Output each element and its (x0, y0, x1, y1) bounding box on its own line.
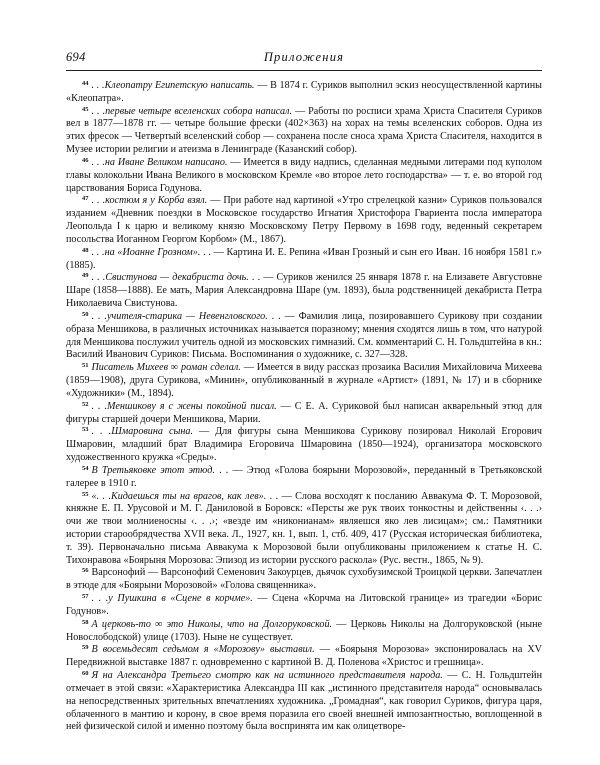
endnote-number: 55 (82, 490, 89, 498)
endnote-text: . . — Суриков женился 25 января 1878 г. на Елизавете Августовне Шаре (1858—1888). Ее мать, Мария Александровна Шаре (ум. 1893), была родственницей декабриста Петра Николаевича Свистунова. (66, 272, 542, 310)
endnote-lemma: В Третьяковке этот этюд. (91, 464, 215, 476)
endnote-number: 60 (82, 670, 89, 678)
endnote (66, 195, 542, 246)
endnote-lemma: В восемьдесят седьмом я «Морозову» выставил. (91, 644, 315, 656)
endnote-text: — Работы по росписи храма Христа Спасителя Суриков вел в 1877—1878 гг. — четыре большие фрески (402×363) на хорах на темы вселенских соборов. Одна из этих фресок — Четвертый вселенский собор — сохранена после сноса храма Христа Спасителя, находится в Музее истории религии и атеизма в Ленинграде (Казанский собор). (66, 105, 542, 156)
endnote (66, 311, 542, 362)
endnote-number: 47 (82, 195, 89, 203)
endnote-number: 49 (82, 272, 89, 280)
endnote-text: — В 1874 г. Суриков выполнил эскиз неосуществленной картины «Клеопатра». (66, 80, 542, 104)
endnote-number: 53 (82, 426, 89, 434)
page-header (66, 50, 542, 66)
endnote-lemma: Я на Александра Третьего смотрю как на истинного представителя народа. (91, 670, 443, 682)
endnote (66, 362, 542, 400)
endnote-text: . . — Этюд «Голова боярыни Морозовой», переданный в Третьяковской галерее в 1910 г. (66, 464, 542, 489)
endnote (66, 401, 542, 427)
endnote (66, 106, 542, 157)
endnote-number: 58 (82, 618, 89, 626)
endnote-text: — Имеется в виду надпись, сделанная медными литерами под куполом главы колокольни Ивана Великого в московском Кремле «во второе лето господарства» — т. е. во второй год царствования Бориса Годунова. (66, 156, 542, 194)
endnote-text: — Для фигуры сына Меншикова Сурикову позировал Николай Егорович Шмаровин, младший брат Владимира Егоровича Шмаровина (1850—1924), организатора московского художественного кружка «Среды». (66, 426, 542, 464)
endnote-lemma: «. . .Кидаешься ты на врагов, как лев». (91, 490, 267, 502)
endnote (66, 465, 542, 491)
endnote-lemma: А церковь-то ∞ это Николы, что на Долгоруковской. (91, 618, 333, 630)
endnote-text: — Сцена «Корчма на Литовской границе» из трагедии «Борис Годунов». (66, 593, 542, 617)
endnote-text: — Имеется в виду рассказ прозаика Василия Михайловича Михеева (1859—1908), друга Сурикова, «Минин», опубликованный в журнале «Артист» (1891, № 17) и в сборнике «Художники» (М., 1894). (66, 362, 542, 399)
endnote (66, 272, 542, 310)
endnote (66, 567, 542, 593)
endnote-lemma: . . .Меншикову я с жены покойной писал. (91, 400, 277, 412)
endnote-lemma: Писатель Михеев ∞ роман сделал. (91, 362, 241, 374)
endnote (66, 426, 542, 464)
header-rule (66, 70, 542, 71)
endnote-number: 48 (82, 246, 89, 254)
endnote (66, 670, 542, 734)
endnote-text: — При работе над картиной «Утро стрелецкой казни» Суриков пользовался изданием «Дневник поездки в Московское государство Игнатия Христофора Гвариента посла императора Леопольда I к царю и великому князю Московскому Петру Первому в 1698 году, веденный секретарем посольства Иоганном Георгом Корбом» (М., 1867). (66, 195, 542, 245)
endnotes (66, 80, 542, 758)
endnote-number: 52 (82, 400, 89, 408)
endnote (66, 157, 542, 195)
endnote (66, 491, 542, 568)
endnote-lemma: . . .на Иване Великом написано. (91, 156, 228, 168)
endnote-number: 51 (82, 362, 89, 370)
endnote-number: 54 (82, 464, 89, 472)
endnote-lemma: . . .учителя-старика — Невенгловского. (91, 310, 268, 322)
endnote-lemma: . . .Свистунова — декабриста дочь. (91, 272, 249, 284)
endnote-text: . . — Картина И. Е. Репина «Иван Грозный и сын его Иван. 16 ноября 1581 г.» (1885). (66, 246, 542, 271)
endnote-text: . . — Фамилия лица, позировавшего Сурикову при создании образа Меншикова, в различных источниках называется поразному; мнения сходятся лишь в том, что натурой для Меншикова послужил учитель одной из московских гимназий. См. комментарий С. Н. Гольдштейна в кн.: Василий Иванович Суриков: Письма. Воспоминания о художнике, с. 327—328. (66, 310, 542, 361)
endnote (66, 619, 542, 645)
endnote-text: — Церковь Николы на Долгоруковской (ныне Новослободской) улице (1703). Ныне не существует. (66, 618, 542, 643)
endnote-text: — С. Н. Гольдштейн отмечает в этой связи: «Характеристика Александра III как „истинного представителя народа“ основывалась на непосредственных зрительных впечатлениях художника. „Громадная“, как говорил Суриков, фигура царя, облаченного в мантию и корону, в свое время поразила его своей внешней импозантностью, воплощенной в ней физической силой и именно поэтому была воспринята им как олицетворе- (66, 670, 542, 733)
endnote-text: — С Е. А. Суриковой был написан акварельный этюд для фигуры старшей дочери Меншикова, Марии. (66, 400, 542, 425)
endnote-lemma: . . .на «Иоанне Грозном». (91, 246, 201, 258)
endnote-number: 57 (82, 593, 89, 601)
endnote-text: — «Боярыня Морозова» экспонировалась на XV Передвижной выставке 1887 г. одновременно с картиной В. Д. Поленова «Христос и грешница». (66, 644, 542, 669)
endnote-text: . . — Слова восходят к посланию Аввакума Ф. Т. Морозовой, княжне Е. П. Урусовой и М. Г. Даниловой в Боровск: «Персты же рук твоих тонкостны и действенны ‹. . .› очи же твои молниеносны ‹. . .›; «везде им «никонианам» являешся яко лев лисицам»; см.: Памятники истории старообрядчества XVII века. Л., 1927, кн. 1, вып. 1, стб. 409, 417 (Русская историческая библиотека, т. 39). Первоначально письма Аввакума к Морозовой были опубликованы приложением к статье Н. С. Тихонравова «Боярыня Морозова: Эпизод из истории русского раскола» (Рус. вестн., 1865, № 9). (66, 490, 542, 566)
endnote-lemma: . . .Клеопатру Египетскую написать. (91, 80, 255, 91)
endnote-lemma: . . .у Пушкина в «Сцене в корчме». (91, 593, 253, 605)
endnote (66, 644, 542, 670)
endnote (66, 593, 542, 619)
endnote-lemma: . . .костюм я у Корба взял. (91, 195, 208, 207)
page-number: 694 (66, 50, 86, 64)
endnote-number: 56 (82, 567, 89, 575)
endnote-text: Варсонофий — Варсонофий Семенович Закоурцев, дьячок сухобузимской Троицкой церкви. Запечатлен в этюде для «Боярыни Морозовой» «Голова священника». (66, 567, 542, 592)
endnote-number: 45 (82, 105, 89, 113)
endnote-lemma: . . .Шмаровина сына. (91, 426, 193, 438)
running-head: Приложения (263, 50, 345, 64)
endnote-number: 50 (82, 310, 89, 318)
endnote-number: 44 (82, 80, 89, 87)
endnote (66, 80, 542, 106)
endnote-number: 59 (82, 644, 89, 652)
endnote-lemma: . . .первые четыре вселенских собора написал. (91, 105, 293, 117)
endnote (66, 247, 542, 273)
endnote-number: 46 (82, 156, 89, 164)
